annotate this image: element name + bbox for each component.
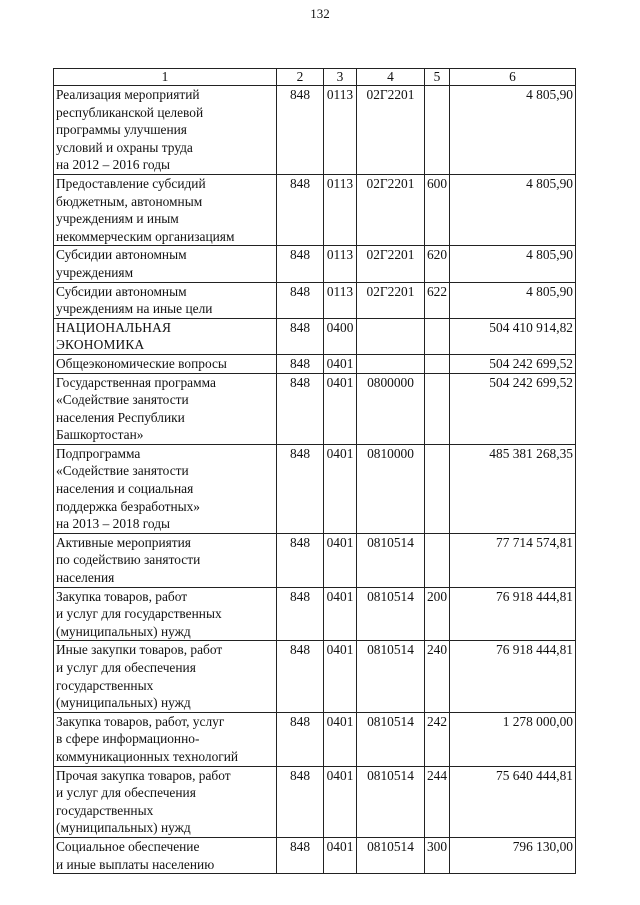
row-code-3: 0113	[324, 246, 357, 282]
table-row	[54, 246, 576, 282]
row-code-5: 244	[425, 766, 450, 837]
row-code-2: 848	[277, 837, 324, 873]
row-code-2: 848	[277, 766, 324, 837]
row-amount: 75 640 444,81	[450, 766, 576, 837]
page-number: 132	[310, 6, 330, 21]
table-row	[54, 174, 576, 245]
row-name: Субсидии автономным учреждениям	[54, 246, 277, 282]
row-name: Подпрограмма «Содействие занятости населения и социальная поддержка безработных» на 2013 – 2018 годы	[54, 444, 277, 533]
row-code-4	[357, 354, 425, 373]
table-row	[54, 587, 576, 641]
row-code-3: 0401	[324, 354, 357, 373]
row-code-2: 848	[277, 318, 324, 354]
row-name: Прочая закупка товаров, работ и услуг для обеспечения государственных (муниципальных) нужд	[54, 766, 277, 837]
row-name: Предоставление субсидий бюджетным, автономным учреждениям и иным некоммерческим организациям	[54, 174, 277, 245]
row-code-5: 600	[425, 174, 450, 245]
row-code-2: 848	[277, 533, 324, 587]
row-name: Общеэкономические вопросы	[54, 354, 277, 373]
row-code-4: 0810514	[357, 766, 425, 837]
table-row	[54, 766, 576, 837]
row-name: Реализация мероприятий республиканской целевой программы улучшения условий и охраны труда на 2012 – 2016 годы	[54, 86, 277, 175]
table-row	[54, 533, 576, 587]
row-code-3: 0401	[324, 533, 357, 587]
row-code-2: 848	[277, 282, 324, 318]
row-code-5: 622	[425, 282, 450, 318]
row-code-5	[425, 533, 450, 587]
row-code-2: 848	[277, 641, 324, 712]
row-code-2: 848	[277, 373, 324, 444]
row-code-3: 0113	[324, 174, 357, 245]
row-amount: 4 805,90	[450, 174, 576, 245]
row-name: Закупка товаров, работ и услуг для государственных (муниципальных) нужд	[54, 587, 277, 641]
row-code-5: 200	[425, 587, 450, 641]
row-code-2: 848	[277, 354, 324, 373]
row-code-5: 620	[425, 246, 450, 282]
row-amount: 76 918 444,81	[450, 587, 576, 641]
row-code-3: 0401	[324, 837, 357, 873]
row-name: Иные закупки товаров, работ и услуг для обеспечения государственных (муниципальных) нужд	[54, 641, 277, 712]
row-code-5	[425, 444, 450, 533]
header-row	[54, 69, 576, 86]
row-code-3: 0113	[324, 282, 357, 318]
row-code-5	[425, 86, 450, 175]
row-code-3: 0401	[324, 587, 357, 641]
row-code-2: 848	[277, 86, 324, 175]
row-name: Активные мероприятия по содействию занятости населения	[54, 533, 277, 587]
table-row	[54, 837, 576, 873]
row-amount: 504 242 699,52	[450, 354, 576, 373]
header-col-4: 4	[357, 69, 425, 86]
row-code-4: 0810514	[357, 837, 425, 873]
row-amount: 504 242 699,52	[450, 373, 576, 444]
row-code-4: 0810000	[357, 444, 425, 533]
row-name: Субсидии автономным учреждениям на иные цели	[54, 282, 277, 318]
row-code-5: 242	[425, 712, 450, 766]
row-code-2: 848	[277, 246, 324, 282]
row-code-4: 0810514	[357, 712, 425, 766]
header-col-3: 3	[324, 69, 357, 86]
row-amount: 1 278 000,00	[450, 712, 576, 766]
row-code-5: 300	[425, 837, 450, 873]
row-amount: 796 130,00	[450, 837, 576, 873]
row-code-4	[357, 318, 425, 354]
header-col-1: 1	[54, 69, 277, 86]
table-row	[54, 354, 576, 373]
header-col-2: 2	[277, 69, 324, 86]
row-code-2: 848	[277, 712, 324, 766]
table-row	[54, 318, 576, 354]
row-code-5	[425, 318, 450, 354]
table-row	[54, 444, 576, 533]
row-code-5: 240	[425, 641, 450, 712]
row-code-4: 02Г2201	[357, 246, 425, 282]
header-col-6: 6	[450, 69, 576, 86]
row-code-4: 0810514	[357, 641, 425, 712]
row-code-4: 0810514	[357, 587, 425, 641]
row-code-3: 0401	[324, 444, 357, 533]
row-code-4: 02Г2201	[357, 174, 425, 245]
row-amount: 4 805,90	[450, 282, 576, 318]
row-code-3: 0113	[324, 86, 357, 175]
budget-table	[53, 68, 576, 874]
row-name: Государственная программа «Содействие занятости населения Республики Башкортостан»	[54, 373, 277, 444]
table-row	[54, 641, 576, 712]
row-name: Социальное обеспечение и иные выплаты населению	[54, 837, 277, 873]
row-code-4: 0810514	[357, 533, 425, 587]
row-code-5	[425, 354, 450, 373]
row-code-5	[425, 373, 450, 444]
table-row	[54, 86, 576, 175]
row-amount: 77 714 574,81	[450, 533, 576, 587]
table-row	[54, 282, 576, 318]
row-code-3: 0400	[324, 318, 357, 354]
row-name: НАЦИОНАЛЬНАЯ ЭКОНОМИКА	[54, 318, 277, 354]
row-amount: 4 805,90	[450, 86, 576, 175]
row-amount: 485 381 268,35	[450, 444, 576, 533]
row-code-2: 848	[277, 444, 324, 533]
header-col-5: 5	[425, 69, 450, 86]
row-code-3: 0401	[324, 641, 357, 712]
table-row	[54, 373, 576, 444]
row-code-4: 02Г2201	[357, 282, 425, 318]
table-row	[54, 712, 576, 766]
row-code-4: 02Г2201	[357, 86, 425, 175]
row-code-4: 0800000	[357, 373, 425, 444]
row-name: Закупка товаров, работ, услуг в сфере информационно- коммуникационных технологий	[54, 712, 277, 766]
row-amount: 4 805,90	[450, 246, 576, 282]
row-code-3: 0401	[324, 712, 357, 766]
row-code-2: 848	[277, 174, 324, 245]
row-code-2: 848	[277, 587, 324, 641]
row-amount: 76 918 444,81	[450, 641, 576, 712]
row-amount: 504 410 914,82	[450, 318, 576, 354]
row-code-3: 0401	[324, 373, 357, 444]
row-code-3: 0401	[324, 766, 357, 837]
